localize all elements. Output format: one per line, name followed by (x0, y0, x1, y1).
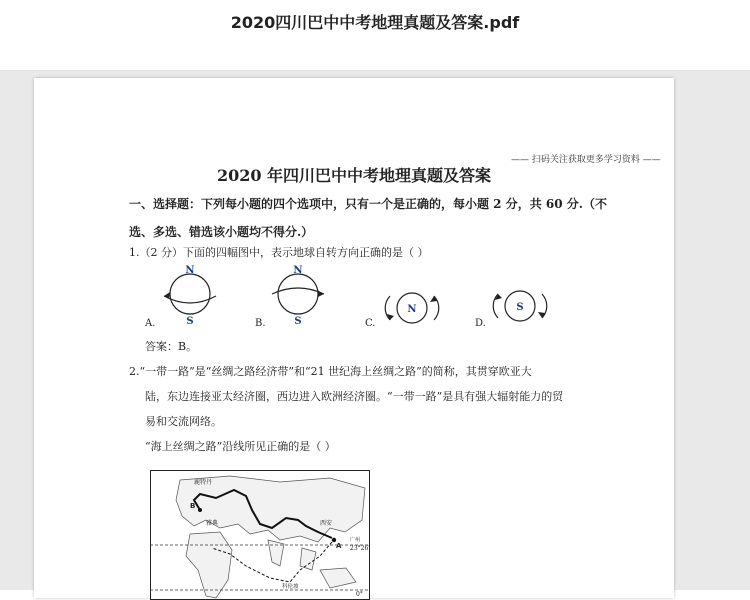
option-a-label: A. (145, 318, 156, 329)
map-label-colombo: 科伦坡 (282, 584, 299, 590)
globe-a-s-label: S (186, 316, 194, 324)
map-label-athens: 雅典 (206, 520, 219, 527)
question-2-line2: 陆，东边连接亚太经济圈，西边进入欧洲经济圈。“一带一路”是具有强大辐射能力的贸 (145, 390, 564, 403)
globe-c-n-label: N (407, 304, 417, 315)
map-label-xian: 西安 (320, 520, 333, 527)
map-label-a: A (336, 542, 342, 550)
section-heading-line2: 选、多选、错选该小题均不得分.） (129, 225, 314, 239)
globe-c-icon (382, 284, 442, 332)
question-2-sub: “海上丝绸之路”沿线所见正确的是（ ） (145, 440, 336, 453)
slogan: —— 扫码关注获取更多学习资料 —— (511, 155, 661, 165)
globe-a-icon (162, 264, 218, 324)
option-c-label: C. (365, 318, 376, 329)
question-1-answer: 答案：B。 (145, 340, 198, 353)
globe-d-s-label: S (516, 302, 524, 313)
globe-a-n-label: N (185, 265, 195, 276)
globe-b-n-label: N (293, 265, 303, 276)
map-label-b: B (190, 502, 196, 510)
option-d-label: D. (475, 318, 486, 329)
section-heading-line1: 一、选择题：下列每小题的四个选项中，只有一个是正确的，每小题 2 分，共 60 分.（不 (129, 197, 607, 211)
map-label-lat-2326: 23°26′ (350, 545, 370, 552)
globe-b-s-label: S (294, 316, 302, 324)
map-label-lat-0: 0° (356, 591, 363, 598)
silk-road-map (150, 470, 370, 600)
viewer-header (0, 0, 750, 71)
file-title: 2020四川巴中中考地理真题及答案.pdf (230, 13, 520, 32)
map-label-rotterdam: 鹿特丹 (194, 479, 213, 486)
question-1-text: 1.（2 分）下面的四幅图中，表示地球自转方向正确的是（ ） (129, 246, 429, 259)
question-2-line3: 易和交流网络。 (145, 415, 222, 428)
option-b-label: B. (255, 318, 266, 329)
globe-d-icon (490, 282, 550, 330)
document-title: 2020 年四川巴中中考地理真题及答案 (216, 166, 492, 185)
question-2-line1: 2.“一带一路”是“丝绸之路经济带”和“21 世纪海上丝绸之路”的简称，其贯穿欧亚大 (129, 365, 532, 378)
document-page (34, 78, 674, 598)
globe-b-icon (270, 264, 326, 324)
map-label-guangzhou: 广州 (350, 537, 361, 543)
